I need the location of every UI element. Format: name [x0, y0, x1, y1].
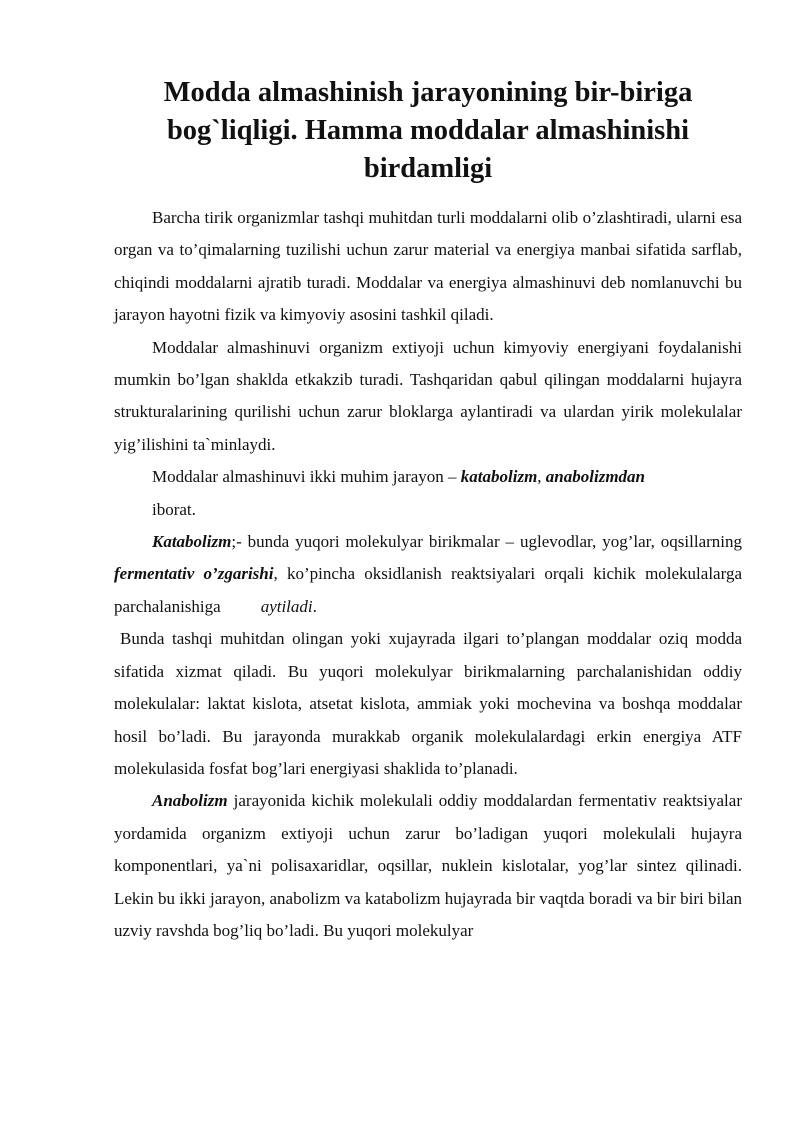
paragraph-4	[114, 526, 742, 623]
document-title: Modda almashinish jarayonining bir-biriga bog`liqligi. Hamma moddalar almashinishi birdamligi	[163, 77, 693, 184]
term-katabolizm: katabolizm	[460, 467, 538, 487]
paragraph-3-sep: ,	[537, 467, 546, 487]
paragraph-6-rest: jarayonida kichik molekulali oddiy moddalardan fermentativ reaktsiyalar yordamida organizm extiyoji uchun zarur bo’ladigan yuqori molekulali hujayra komponentlari, ya`ni polisaxaridlar, oqsillar, nuklein kislotalar, yog’lar sintez qilinadi. Lekin bu ikki jarayon, anabolizm va katabolizm hujayrada bir vaqtda boradi va bir biri bilan uzviy ravshda bog’liq bo’ladi. Bu yuqori molekulyar	[114, 791, 742, 940]
document-body	[114, 202, 742, 947]
paragraph-1: Barcha tirik organizmlar tashqi muhitdan turli moddalarni olib o’zlashtiradi, ularni esa organ va to’qimalarning tuzilishi uchun zarur material va energiya manbai sifatida sarflab, chiqindi moddalarni ajratib turadi. Moddalar va energiya almashinuvi deb nomlanuvchi bu jarayon hayotni fizik va kimyoviy asosini tashkil qiladi.	[114, 208, 742, 325]
paragraph-2: Moddalar almashinuvi organizm extiyoji uchun kimyoviy energiyani foydalanishi mumkin bo’lgan shaklda etkakzib turadi. Tashqaridan qabul qilingan moddalarni hujayra strukturalarining qurilishi uchun zarur bloklarga aylantiradi va ulardan yirik molekulalar yig’ilishini ta`minlaydi.	[114, 337, 742, 454]
paragraph-3-pre: Moddalar almashinuvi ikki muhim jarayon –	[152, 467, 461, 487]
paragraph-6	[114, 785, 742, 947]
paragraph-4-b: , ko’pincha oksidlanish reaktsiyalari orqali kichik molekulalarga parchalanishiga	[114, 564, 742, 616]
paragraph-5: Bunda tashqi muhitdan olingan yoki xujayrada ilgari to’plangan moddalar oziq modda sifatida xizmat qiladi. Bu yuqori molekulyar birikmalarning parchalanishidan oddiy molekulalar: laktat kislota, atsetat kislota, ammiak yoki mochevina va boshqa moddalar hosil bo’ladi. Bu jarayonda murakkab organik molekulalardagi erkin energiya ATF molekulasida fosfat bog’lari energiyasi shaklida to’planadi.	[114, 629, 742, 778]
term-fermentativ: fermentativ o’zgarishi	[114, 564, 274, 584]
paragraph-4-c: aytiladi	[260, 596, 313, 616]
term-anabolizm: Anabolizm	[152, 791, 228, 811]
paragraph-4-a: ;- bunda yuqori molekulyar birikmalar – uglevodlar, yog’lar, oqsillarning	[231, 532, 742, 552]
paragraph-3-post: iborat.	[152, 499, 196, 519]
document-page	[114, 74, 742, 947]
paragraph-3	[114, 461, 742, 526]
paragraph-4-d: .	[312, 596, 317, 616]
term-katabolizm-definition: Katabolizm	[152, 532, 232, 552]
term-anabolizmdan: anabolizmdan	[545, 467, 645, 487]
